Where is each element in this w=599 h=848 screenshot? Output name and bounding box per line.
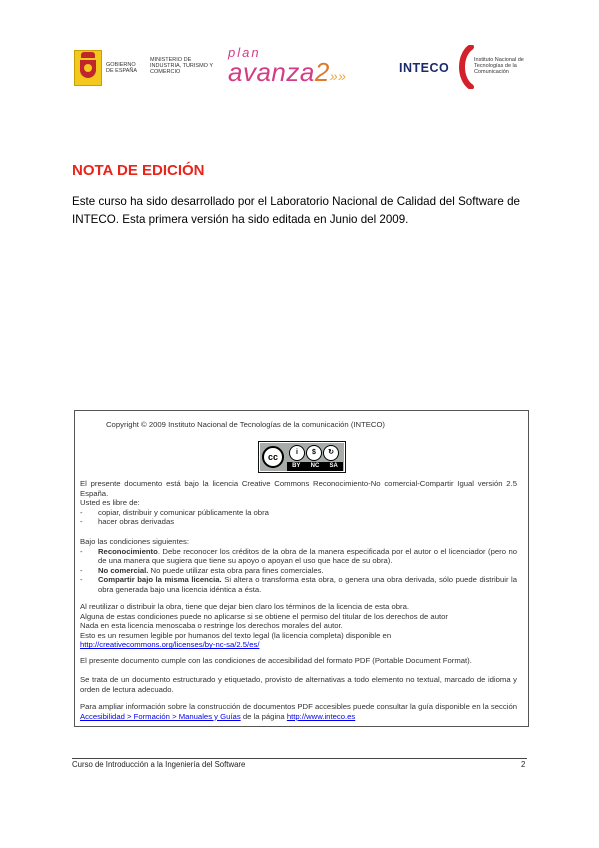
avanza-wave-icon: »»: [329, 68, 347, 84]
coat-of-arms-icon: [74, 50, 102, 86]
reuse-line-1: Al reutilizar o distribuir la obra, tiene que dejar bien claro los términos de la licencia de esta obra.: [80, 602, 410, 611]
accesibilidad-link[interactable]: Accesibilidad > Formación > Manuales y Guías: [80, 711, 241, 721]
license-p1: El presente documento está bajo la licencia Creative Commons Reconocimiento-No comercial-Compartir Igual versión 2.5 España.: [80, 479, 517, 498]
list-item: - copiar, distribuir y comunicar públicamente la obra: [80, 508, 517, 518]
more-info-text: Para ampliar información sobre la construcción de documentos PDF accesibles puede consultar la guía disponible en la sección: [80, 702, 517, 711]
cc-sa-label: SA: [329, 463, 338, 469]
cc-nc-label: NC: [310, 463, 320, 469]
conditions-intro: Bajo las condiciones siguientes:: [80, 537, 189, 546]
by-icon: i: [289, 445, 305, 461]
license-link[interactable]: http://creativecommons.org/licenses/by-nc-sa/2.5/es/: [80, 640, 260, 650]
inteco-logo-text: INTECO: [399, 61, 450, 75]
summary-text: Esto es un resumen legible por humanos del texto legal (la licencia completa) disponible en: [80, 630, 392, 640]
inteco-link[interactable]: http://www.inteco.es: [286, 711, 356, 721]
cc-license-badge[interactable]: [258, 441, 346, 473]
license-conditions: [80, 537, 517, 595]
condition-item: [80, 575, 517, 594]
inteco-description: Instituto Nacional de Tecnologías de la Comunicación: [474, 57, 524, 75]
cc-badge-bar: [287, 462, 343, 471]
plan-label: plan: [228, 45, 261, 60]
ministerio-text: MINISTERIO DE INDUSTRIA, TURISMO Y COMERCIO: [150, 57, 213, 75]
avanza-number: 2: [314, 57, 330, 87]
footer-divider: [72, 758, 527, 759]
free-list: [80, 508, 517, 527]
copyright-text: Copyright © 2009 Instituto Nacional de Tecnologías de la comunicación (INTECO): [106, 420, 385, 429]
footer-title: Curso de Introducción a la Ingeniería del Software: [72, 760, 246, 769]
plan-avanza-logo: [228, 46, 346, 89]
reuse-line-3: Nada en esta licencia menoscaba o restringe los derechos morales del autor.: [80, 621, 343, 631]
condition-text: . Debe reconocer los créditos de la obra de la manera especificada por el autor o el licenciador (pero no de una manera que sugiera que tiene su apoyo o apoyan el uso que hace de su obra).: [98, 546, 517, 566]
license-intro: [80, 479, 517, 527]
reuse-line-2: Alguna de estas condiciones puede no aplicarse si se obtiene el permiso del titular de los derechos de autor: [80, 611, 448, 621]
condition-item: [80, 566, 517, 576]
gobierno-text: GOBIERNO DE ESPAÑA: [106, 62, 138, 74]
license-free-label: Usted es libre de:: [80, 498, 140, 508]
condition-bold: Compartir bajo la misma licencia.: [98, 575, 222, 585]
accessibility-1: El presente documento cumple con las condiciones de accesibilidad del formato PDF (Portable Document Format).: [80, 656, 472, 665]
condition-text: Si altera o transforma esta obra, o genera una obra derivada, sólo puede distribuir la obra generada bajo una licencia idéntica a ésta.: [98, 575, 517, 594]
cc-by-label: BY: [292, 463, 301, 469]
accessibility-2: Se trata de un documento estructurado y etiquetado, provisto de alternativas a todo elemento no textual, marcado de idioma y orden de lectura adecuado.: [80, 675, 517, 694]
list-item: - hacer obras derivadas: [80, 517, 517, 527]
condition-bold: No comercial.: [98, 565, 149, 575]
nota-body: Este curso ha sido desarrollado por el Laboratorio Nacional de Calidad del Software de INTECO. Esta primera versión ha sido editada en Junio del 2009.: [72, 195, 520, 226]
condition-item: [80, 547, 517, 566]
avanza-label: avanza: [228, 57, 315, 87]
conditions-list: [80, 547, 517, 595]
condition-bold: Reconocimiento: [98, 546, 158, 556]
more-info-mid: de la página: [242, 711, 285, 721]
nota-title: NOTA DE EDICIÓN: [72, 162, 205, 179]
license-reuse: [80, 602, 517, 650]
condition-text: No puede utilizar esta obra para fines comerciales.: [148, 565, 324, 575]
page-number: 2: [521, 760, 526, 769]
more-info: [80, 702, 517, 721]
sa-icon: ↻: [323, 445, 339, 461]
cc-icon: cc: [262, 446, 284, 468]
gobierno-logo: [74, 50, 138, 86]
nc-icon: $: [306, 445, 322, 461]
